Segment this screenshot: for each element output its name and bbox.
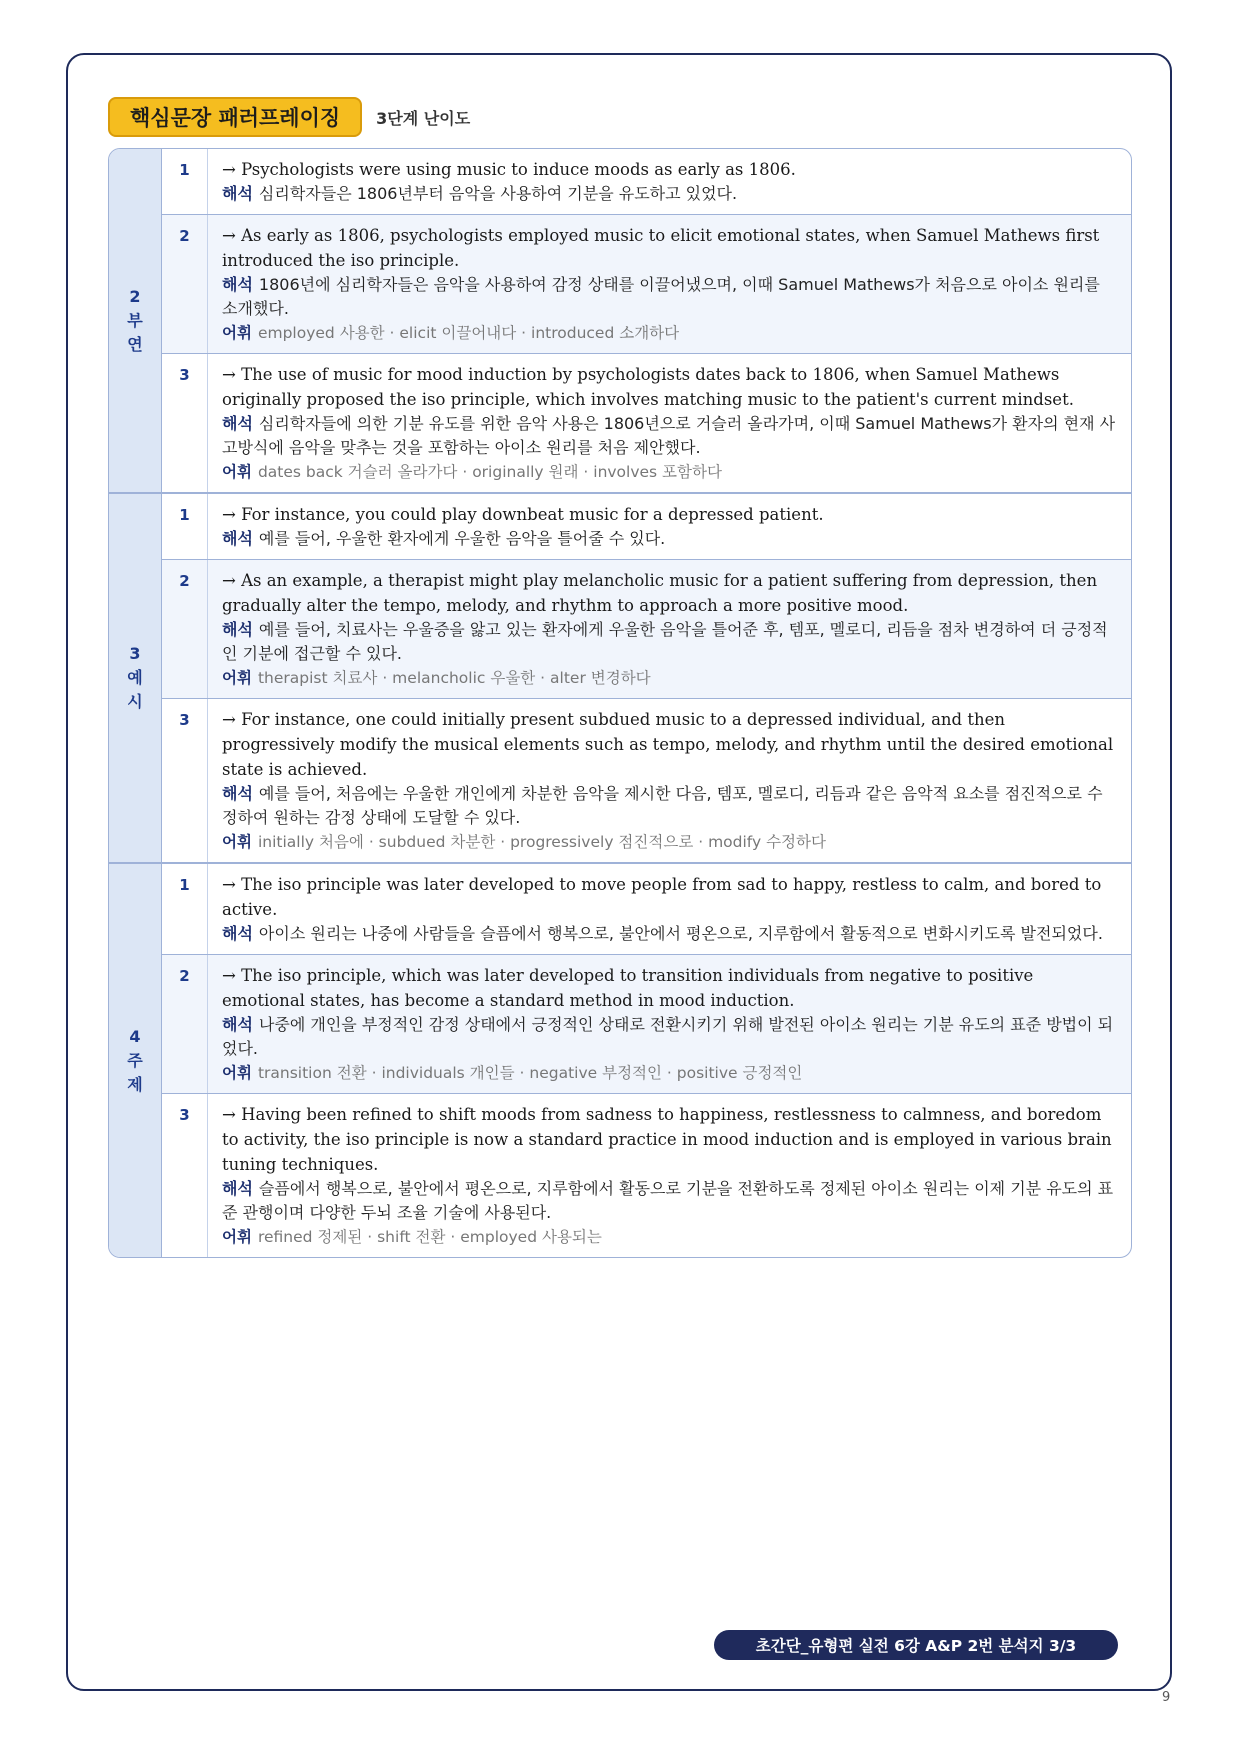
- row-number: 3: [162, 354, 208, 492]
- english-sentence: → The iso principle was later developed to move people from sad to happy, restless to calm, and bored to active.: [222, 875, 1102, 919]
- section-label-char: 3: [129, 644, 141, 663]
- section-label: [109, 149, 162, 492]
- translation-tag: 해석: [222, 1015, 253, 1034]
- row-number: 1: [162, 864, 208, 954]
- translation-tag: 해석: [222, 529, 253, 548]
- vocabulary-tag: 어휘: [222, 1064, 252, 1082]
- english-sentence: → Psychologists were using music to induce moods as early as 1806.: [222, 160, 796, 179]
- vocabulary: [222, 1225, 1117, 1249]
- english-sentence: → As early as 1806, psychologists employed music to elicit emotional states, when Samuel Mathews first introduced the iso principle.: [222, 226, 1100, 270]
- paraphrase-row: [162, 864, 1131, 955]
- difficulty-level: 3단계 난이도: [376, 108, 471, 128]
- vocabulary: [222, 321, 1117, 345]
- paraphrase-row: [162, 1094, 1131, 1257]
- translation-tag: 해석: [222, 620, 253, 639]
- section-label-char: 4: [129, 1026, 141, 1046]
- section-label-char: 제: [127, 1074, 143, 1094]
- vocabulary-tag: 어휘: [222, 324, 252, 342]
- translation-text: 나중에 개인을 부정적인 감정 상태에서 긍정적인 상태로 전환시키기 위해 발전된 아이소 원리는 기분 유도의 표준 방법이 되었다.: [222, 1015, 1114, 1058]
- translation-text: 심리학자들에 의한 기분 유도를 위한 음악 사용은 1806년으로 거슬러 올라가며, 이때 Samuel Mathews가 환자의 현재 사고방식에 음악을 맞추는 것을 포함하는 아이소 원리를 처음 제안했다.: [222, 414, 1116, 457]
- translation: [222, 782, 1117, 830]
- row-number: 2: [162, 955, 208, 1093]
- paraphrase-table: [108, 148, 1132, 1258]
- footer-badge: 초간단_유형편 실전 6강 A&P 2번 분석지 3/3: [714, 1630, 1118, 1660]
- section-group: [109, 494, 1131, 864]
- translation-text: 아이소 원리는 나중에 사람들을 슬픔에서 행복으로, 불안에서 평온으로, 지루함에서 활동적으로 변화시키도록 발전되었다.: [258, 924, 1103, 943]
- translation: [222, 273, 1117, 321]
- row-content: [208, 354, 1131, 492]
- translation-text: 1806년에 심리학자들은 음악을 사용하여 감정 상태를 이끌어냈으며, 이때 Samuel Mathews가 처음으로 아이소 원리를 소개했다.: [222, 275, 1100, 318]
- vocabulary: [222, 1061, 1117, 1085]
- row-number: 2: [162, 560, 208, 698]
- section-label-char: 2: [129, 286, 141, 306]
- paraphrase-row: [162, 699, 1131, 862]
- paraphrase-row: [162, 215, 1131, 354]
- section-group: [109, 149, 1131, 494]
- english-sentence: → For instance, you could play downbeat music for a depressed patient.: [222, 505, 824, 524]
- section-label-char: 시: [127, 692, 143, 711]
- english-sentence: → The use of music for mood induction by psychologists dates back to 1806, when Samuel Mathews originally proposed the iso principle, which involves matching music to the patient's current mindset.: [222, 365, 1074, 409]
- translation: [222, 1013, 1117, 1061]
- section-label-char: 부: [127, 310, 143, 330]
- row-content: [208, 955, 1131, 1093]
- row-content: [208, 864, 1131, 954]
- row-content: [208, 1094, 1131, 1257]
- translation-text: 예를 들어, 치료사는 우울증을 앓고 있는 환자에게 우울한 음악을 틀어준 후, 템포, 멜로디, 리듬을 점차 변경하여 더 긍정적인 기분에 접근할 수 있다.: [222, 620, 1108, 663]
- row-content: [208, 560, 1131, 698]
- translation-tag: 해석: [222, 1179, 253, 1198]
- translation: [222, 182, 1117, 206]
- translation-text: 심리학자들은 1806년부터 음악을 사용하여 기분을 유도하고 있었다.: [258, 184, 738, 203]
- paraphrase-row: [162, 354, 1131, 492]
- translation-tag: 해석: [222, 784, 253, 803]
- translation-tag: 해석: [222, 184, 253, 203]
- translation: [222, 412, 1117, 460]
- row-number: 2: [162, 215, 208, 353]
- vocabulary-tag: 어휘: [222, 833, 252, 851]
- section-title-badge: 핵심문장 패러프레이징: [108, 97, 362, 137]
- english-sentence: → The iso principle, which was later developed to transition individuals from negative to positive emotional states, has become a standard method in mood induction.: [222, 966, 1034, 1010]
- row-number: 1: [162, 149, 208, 214]
- translation-text: 예를 들어, 처음에는 우울한 개인에게 차분한 음악을 제시한 다음, 템포, 멜로디, 리듬과 같은 음악적 요소를 점진적으로 수정하여 원하는 감정 상태에 도달할 수 있다.: [222, 784, 1103, 827]
- row-content: [208, 149, 1131, 214]
- vocabulary-tag: 어휘: [222, 669, 252, 687]
- section-label: [109, 864, 162, 1257]
- vocabulary: [222, 830, 1117, 854]
- paraphrase-row: [162, 560, 1131, 699]
- section-label: [109, 494, 162, 862]
- vocabulary-tag: 어휘: [222, 463, 252, 481]
- english-sentence: → For instance, one could initially present subdued music to a depressed individual, and then progressively modify the musical elements such as tempo, melody, and rhythm until the desired emotional state is achieved.: [222, 710, 1114, 779]
- row-number: 3: [162, 699, 208, 862]
- paraphrase-row: [162, 149, 1131, 215]
- translation: [222, 527, 1117, 551]
- translation-tag: 해석: [222, 924, 253, 943]
- section-group: [109, 864, 1131, 1257]
- section-label-char: 주: [127, 1050, 143, 1070]
- page-number: 9: [1162, 1690, 1171, 1705]
- translation-text: 예를 들어, 우울한 환자에게 우울한 음악을 틀어줄 수 있다.: [258, 529, 666, 548]
- english-sentence: → As an example, a therapist might play melancholic music for a patient suffering from depression, then gradually alter the tempo, melody, and rhythm to approach a more positive mood.: [222, 571, 1098, 615]
- paraphrase-row: [162, 494, 1131, 560]
- vocabulary-text: dates back 거슬러 올라가다 · originally 원래 · involves 포함하다: [257, 463, 722, 481]
- section-label-char: 예: [127, 668, 143, 687]
- english-sentence: → Having been refined to shift moods from sadness to happiness, restlessness to calmness, and boredom to activity, the iso principle is now a standard practice in mood induction and is employed in various brain tuning techniques.: [222, 1105, 1112, 1174]
- translation-tag: 해석: [222, 275, 253, 294]
- translation: [222, 618, 1117, 666]
- translation-tag: 해석: [222, 414, 253, 433]
- vocabulary-text: initially 처음에 · subdued 차분한 · progressively 점진적으로 · modify 수정하다: [257, 833, 826, 851]
- row-content: [208, 494, 1131, 559]
- row-content: [208, 699, 1131, 862]
- vocabulary-text: employed 사용한 · elicit 이끌어내다 · introduced 소개하다: [257, 324, 680, 342]
- vocabulary: [222, 460, 1117, 484]
- row-content: [208, 215, 1131, 353]
- section-header: [108, 95, 470, 139]
- translation-text: 슬픔에서 행복으로, 불안에서 평온으로, 지루함에서 활동으로 기분을 전환하도록 정제된 아이소 원리는 이제 기분 유도의 표준 관행이며 다양한 두뇌 조율 기술에 사용된다.: [222, 1179, 1114, 1222]
- paraphrase-row: [162, 955, 1131, 1094]
- translation: [222, 1177, 1117, 1225]
- section-label-char: 연: [127, 334, 143, 354]
- row-number: 1: [162, 494, 208, 559]
- vocabulary: [222, 666, 1117, 690]
- translation: [222, 922, 1117, 946]
- vocabulary-tag: 어휘: [222, 1228, 252, 1246]
- vocabulary-text: therapist 치료사 · melancholic 우울한 · alter 변경하다: [257, 669, 651, 687]
- vocabulary-text: transition 전환 · individuals 개인들 · negative 부정적인 · positive 긍정적인: [257, 1064, 803, 1082]
- vocabulary-text: refined 정제된 · shift 전환 · employed 사용되는: [257, 1228, 602, 1246]
- row-number: 3: [162, 1094, 208, 1257]
